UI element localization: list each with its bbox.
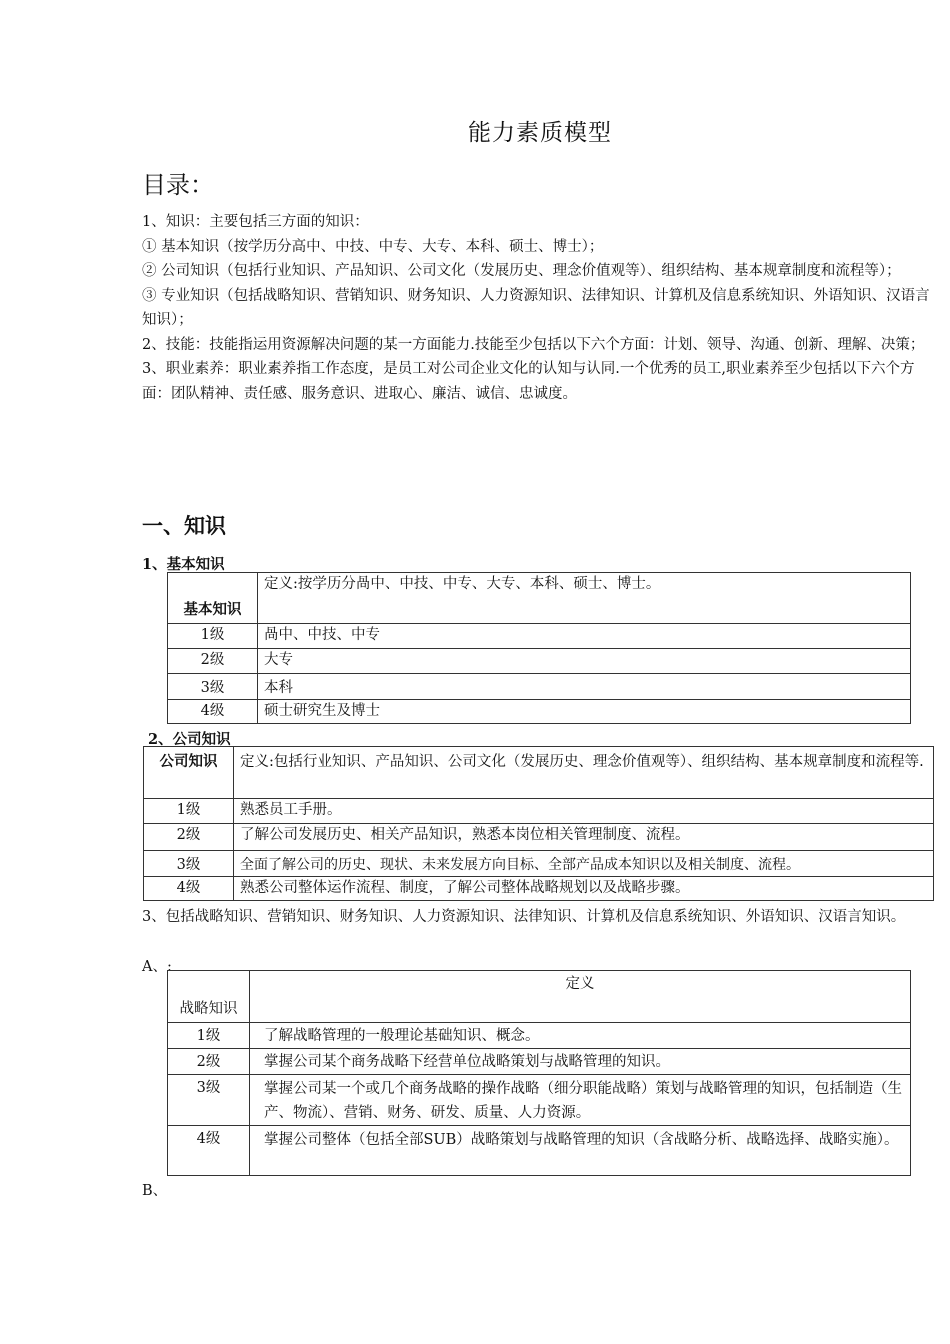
table-row xyxy=(168,1126,911,1176)
definition-cell: 定义:包括行业知识、产品知识、公司文化（发展历史、理念价值观等）、组织结构、基本规章制度和流程等. xyxy=(234,747,934,799)
table-label-cell: 基本知识 xyxy=(168,573,258,624)
level-cell: 4级 xyxy=(168,1126,250,1176)
level-cell: 2级 xyxy=(168,649,258,674)
toc-item-1-2: ② 公司知识（包括行业知识、产品知识、公司文化（发展历史、理念价值观等）、组织结构、基本规章制度和流程等）； xyxy=(142,263,901,279)
toc-item-1: 1、知识：主要包括三方面的知识： xyxy=(142,214,369,230)
table-row xyxy=(168,649,911,674)
table-row xyxy=(168,700,911,724)
table-row xyxy=(168,674,911,700)
table-row xyxy=(144,747,934,799)
table-row xyxy=(168,624,911,649)
table-row xyxy=(144,824,934,851)
toc-item-3: 3、职业素养：职业素养指工作态度，是员工对公司企业文化的认知与认同.一个优秀的员工,职业素养至少包括以下六个方面：团队精神、责任感、服务意识、进取心、廉洁、诚信、忠诚度。 xyxy=(142,361,915,402)
definition-cell: 定义:按学历分咼中、中技、中专、大专、本科、硕士、博士。 xyxy=(258,573,911,624)
table-row xyxy=(168,573,911,624)
level-cell: 1级 xyxy=(168,1023,250,1049)
table-label-cell: 战略知识 xyxy=(168,971,250,1023)
level-description-cell: 本科 xyxy=(258,674,911,700)
level-description-cell: 掌握公司某一个或几个商务战略的操作战略（细分职能战略）策划与战略管理的知识，包括制造（生产、物流）、营销、财务、研发、质量、人力资源。 xyxy=(250,1075,911,1126)
level-description-cell: 咼中、中技、中专 xyxy=(258,624,911,649)
level-description-cell: 掌握公司整体（包括全部SUB）战略策划与战略管理的知识（含战略分析、战略选择、战略实施）。 xyxy=(250,1126,911,1176)
level-cell: 3级 xyxy=(168,1075,250,1126)
table-row xyxy=(168,971,911,1023)
strategy-knowledge-table xyxy=(167,970,911,1176)
table-row xyxy=(144,877,934,901)
company-knowledge-subtitle: 2、公司知识 xyxy=(148,731,231,748)
level-description-cell: 硕士研究生及博士 xyxy=(258,700,911,724)
toc-list xyxy=(142,210,937,406)
toc-item-1-1: ① 基本知识（按学历分高中、中技、中专、大专、本科、硕士、博士）； xyxy=(142,238,604,255)
table-row xyxy=(168,1049,911,1075)
basic-knowledge-subtitle: 1、基本知识 xyxy=(142,556,225,573)
level-cell: 3级 xyxy=(168,674,258,700)
section-heading-knowledge: 一、知识 xyxy=(142,514,226,538)
level-description-cell: 熟悉员工手册。 xyxy=(234,799,934,824)
level-description-cell: 掌握公司某个商务战略下经营单位战略策划与战略管理的知识。 xyxy=(250,1049,911,1075)
toc-item-1-3: ③ 专业知识（包括战略知识、营销知识、财务知识、人力资源知识、法律知识、计算机及信息系统知识、外语知识、汉语言知识）； xyxy=(142,287,930,328)
level-description-cell: 了解公司发展历史、相关产品知识，熟悉本岗位相关管理制度、流程。 xyxy=(234,824,934,851)
basic-knowledge-table xyxy=(167,572,911,724)
level-description-cell: 了解战略管理的一般理论基础知识、概念。 xyxy=(250,1023,911,1049)
table-row xyxy=(168,1075,911,1126)
level-cell: 4级 xyxy=(144,877,234,901)
level-cell: 4级 xyxy=(168,700,258,724)
level-description-cell: 大专 xyxy=(258,649,911,674)
level-description-cell: 熟悉公司整体运作流程、制度，了解公司整体战略规划以及战略步骤。 xyxy=(234,877,934,901)
definition-cell: 定义 xyxy=(250,971,911,1023)
level-cell: 1级 xyxy=(144,799,234,824)
part-b-label: B、 xyxy=(142,1183,168,1199)
level-cell: 1级 xyxy=(168,624,258,649)
level-description-cell: 全面了解公司的历史、现状、未来发展方向目标、全部产品成本知识以及相关制度、流程。 xyxy=(234,851,934,877)
level-cell: 2级 xyxy=(168,1049,250,1075)
level-cell: 2级 xyxy=(144,824,234,851)
table-label-cell: 公司知识 xyxy=(144,747,234,799)
level-cell: 3级 xyxy=(144,851,234,877)
toc-item-2: 2、技能：技能指运用资源解决问题的某一方面能力.技能至少包括以下六个方面：计划、领导、沟通、创新、理解、决策； xyxy=(142,336,925,353)
part-a-label: A、: xyxy=(142,959,172,975)
toc-heading: 目录： xyxy=(142,171,214,199)
table-row xyxy=(144,851,934,877)
page-title: 能力素质模型 xyxy=(468,120,612,146)
table-row xyxy=(168,1023,911,1049)
table-row xyxy=(144,799,934,824)
company-knowledge-table xyxy=(143,746,934,901)
professional-knowledge-intro: 3、包括战略知识、营销知识、财务知识、人力资源知识、法律知识、计算机及信息系统知识、外语知识、汉语言知识。 xyxy=(142,909,906,925)
